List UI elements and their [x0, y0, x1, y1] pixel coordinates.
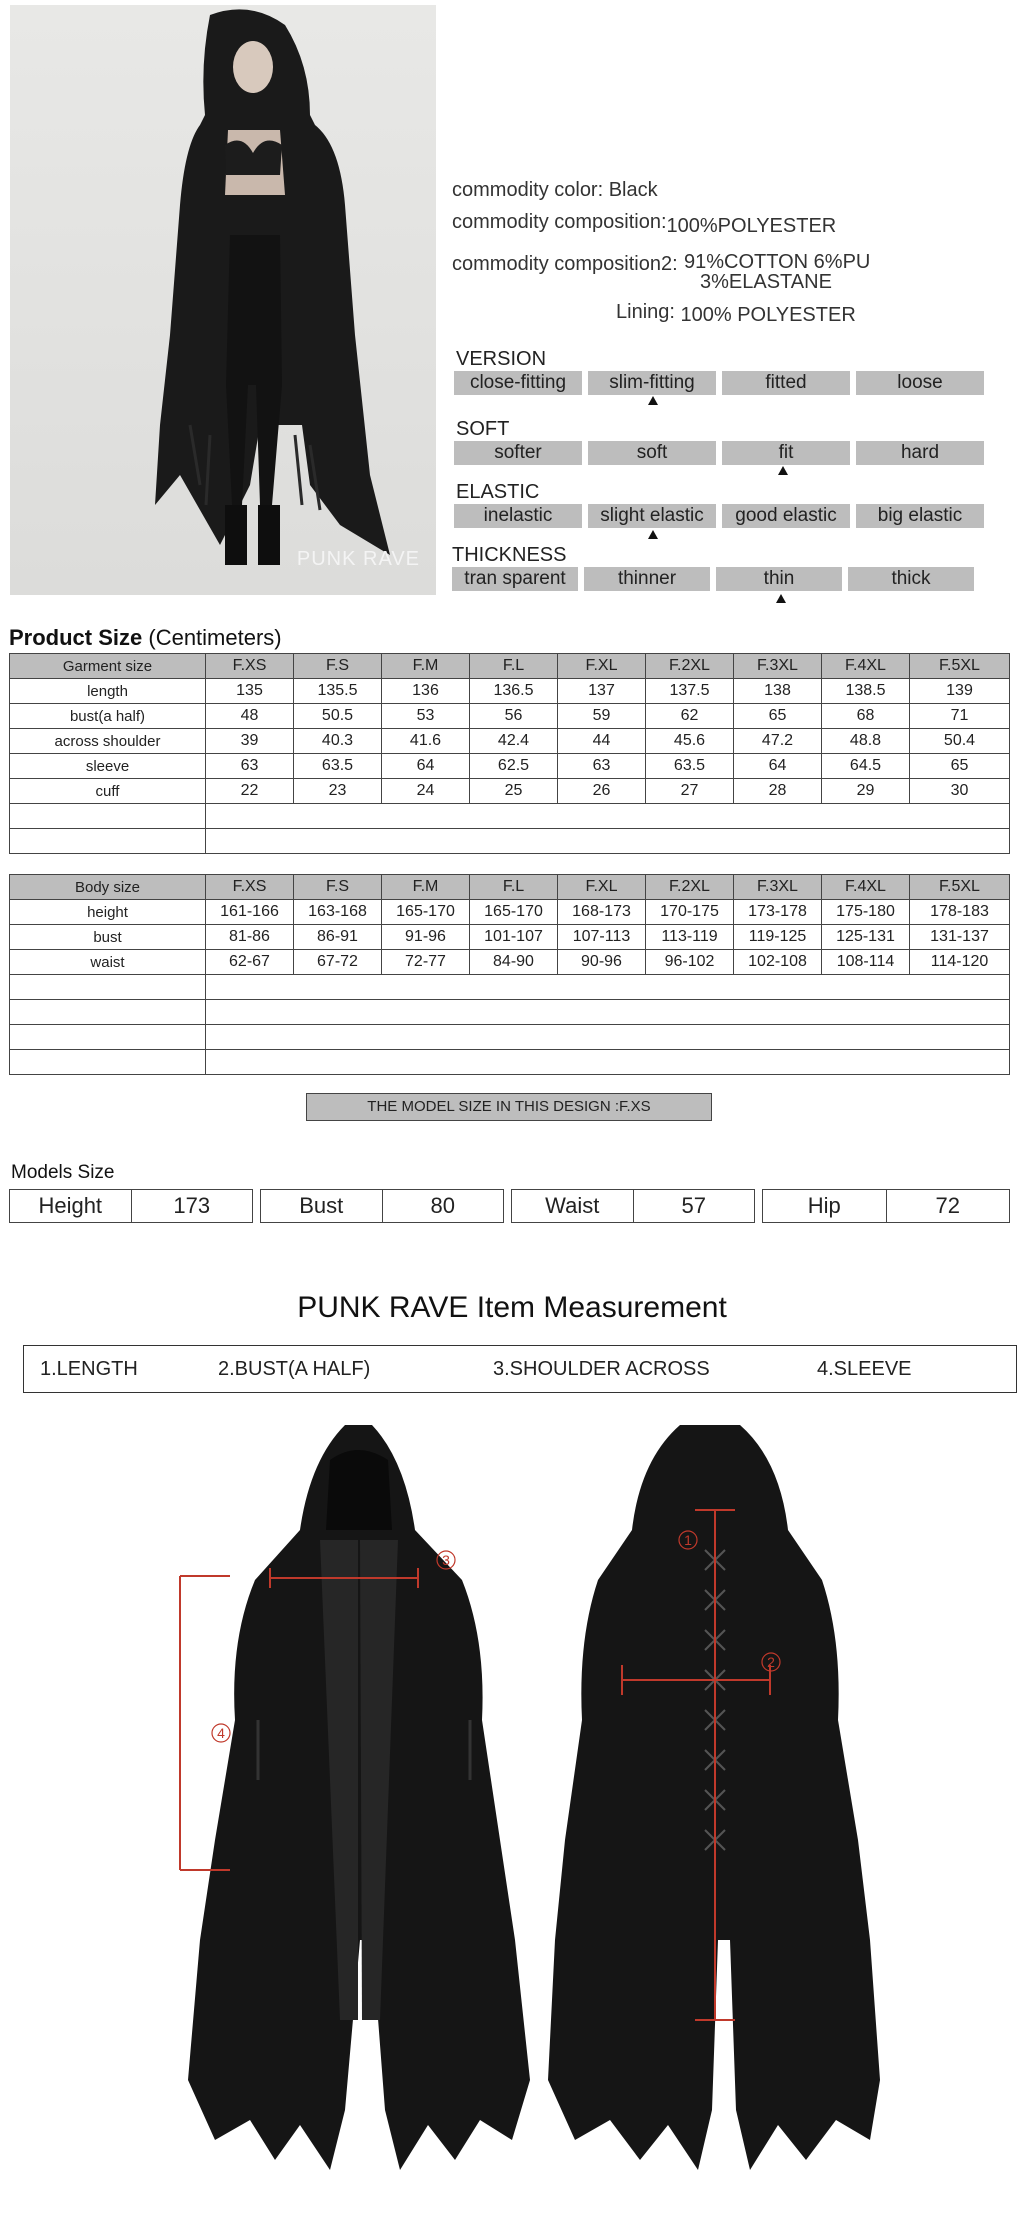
table-cell: 39 — [206, 729, 294, 754]
size-header: F.S — [294, 654, 382, 679]
table-cell: 125-131 — [822, 925, 910, 950]
table-row — [10, 729, 1010, 754]
table-cell: 139 — [910, 679, 1010, 704]
table-cell: 50.5 — [294, 704, 382, 729]
spec-comp-label: commodity composition: — [452, 211, 667, 233]
legend-shoulder: 3.SHOULDER ACROSS — [493, 1358, 710, 1380]
table-cell: 84-90 — [470, 950, 558, 975]
thickness-title: THICKNESS — [452, 544, 567, 566]
model-height-value: 173 — [173, 1193, 211, 1218]
row-label: cuff — [10, 779, 206, 804]
table-cell: 27 — [646, 779, 734, 804]
spec-lining-label: Lining: — [616, 301, 675, 323]
product-size-unit: (Centimeters) — [148, 625, 282, 650]
size-header: F.2XL — [646, 875, 734, 900]
garment-size-header-row — [10, 654, 1010, 679]
garment-drawing — [0, 1420, 1024, 2218]
table-cell: 45.6 — [646, 729, 734, 754]
empty-row — [10, 829, 1010, 854]
table-cell: 131-137 — [910, 925, 1010, 950]
table-cell: 25 — [470, 779, 558, 804]
table-cell: 56 — [470, 704, 558, 729]
elastic-option: good elastic — [722, 504, 850, 528]
empty-row — [10, 975, 1010, 1000]
table-cell: 62-67 — [206, 950, 294, 975]
table-cell: 165-170 — [382, 900, 470, 925]
elastic-title: ELASTIC — [456, 481, 540, 503]
table-cell: 63.5 — [294, 754, 382, 779]
soft-option: softer — [454, 441, 582, 465]
spec-composition2 — [452, 252, 678, 276]
brand-watermark: PUNK RAVE — [296, 548, 420, 570]
size-header: F.5XL — [910, 654, 1010, 679]
spec-lining-value: 100% POLYESTER — [680, 304, 856, 326]
size-header: F.XL — [558, 875, 646, 900]
model-height-label: Height — [10, 1190, 132, 1222]
table-cell: 173-178 — [734, 900, 822, 925]
table-cell: 135.5 — [294, 679, 382, 704]
size-header: F.3XL — [734, 654, 822, 679]
model-waist-label: Waist — [512, 1190, 634, 1222]
model-bust-box — [260, 1189, 504, 1223]
spec-comp2-label: commodity composition2: — [452, 253, 678, 275]
row-label: bust(a half) — [10, 704, 206, 729]
table-cell: 41.6 — [382, 729, 470, 754]
table-cell: 91-96 — [382, 925, 470, 950]
version-scale — [454, 371, 984, 395]
marker-3: 3 — [442, 1552, 450, 1568]
model-hip-box — [762, 1189, 1010, 1223]
table-cell: 175-180 — [822, 900, 910, 925]
empty-row — [10, 1025, 1010, 1050]
legend-bust: 2.BUST(A HALF) — [218, 1358, 371, 1380]
table-cell: 48 — [206, 704, 294, 729]
model-bust-value: 80 — [430, 1193, 455, 1218]
soft-selected-marker — [778, 466, 788, 475]
table-cell: 165-170 — [470, 900, 558, 925]
model-waist-box — [511, 1189, 755, 1223]
table-cell: 44 — [558, 729, 646, 754]
table-cell: 47.2 — [734, 729, 822, 754]
table-cell: 136.5 — [470, 679, 558, 704]
table-cell: 26 — [558, 779, 646, 804]
table-cell: 50.4 — [910, 729, 1010, 754]
table-cell: 65 — [734, 704, 822, 729]
table-cell: 86-91 — [294, 925, 382, 950]
elastic-scale — [454, 504, 984, 528]
elastic-option: big elastic — [856, 504, 984, 528]
table-cell: 53 — [382, 704, 470, 729]
elastic-selected-marker — [648, 530, 658, 539]
size-header: F.4XL — [822, 654, 910, 679]
table-cell: 108-114 — [822, 950, 910, 975]
table-cell: 107-113 — [558, 925, 646, 950]
size-header: F.L — [470, 654, 558, 679]
table-cell: 24 — [382, 779, 470, 804]
spec-color-value: Black — [608, 179, 658, 201]
table-cell: 136 — [382, 679, 470, 704]
table-cell: 23 — [294, 779, 382, 804]
thickness-option: thick — [848, 567, 974, 591]
table-cell: 135 — [206, 679, 294, 704]
table-cell: 138.5 — [822, 679, 910, 704]
size-header: F.M — [382, 875, 470, 900]
measurement-legend — [23, 1345, 1017, 1393]
row-label: bust — [10, 925, 206, 950]
elastic-option: slight elastic — [588, 504, 716, 528]
spec-color-label: commodity color: — [452, 179, 604, 201]
spec-comp-value: 100%POLYESTER — [666, 215, 837, 237]
row-label: across shoulder — [10, 729, 206, 754]
table-cell: 137 — [558, 679, 646, 704]
soft-option: hard — [856, 441, 984, 465]
spec-comp2-line1: 91%COTTON 6%PU — [684, 251, 871, 273]
table-cell: 40.3 — [294, 729, 382, 754]
model-hip-label: Hip — [763, 1190, 887, 1222]
table-cell: 168-173 — [558, 900, 646, 925]
model-height-box — [9, 1189, 253, 1223]
empty-row — [10, 1000, 1010, 1025]
table-cell: 72-77 — [382, 950, 470, 975]
size-header: F.4XL — [822, 875, 910, 900]
table-cell: 29 — [822, 779, 910, 804]
spec-lining — [616, 300, 856, 324]
table-cell: 30 — [910, 779, 1010, 804]
table-cell: 67-72 — [294, 950, 382, 975]
garment-size-table — [9, 653, 1010, 854]
table-cell: 163-168 — [294, 900, 382, 925]
table-cell: 114-120 — [910, 950, 1010, 975]
measurement-title: PUNK RAVE Item Measurement — [297, 1291, 727, 1324]
table-cell: 63 — [206, 754, 294, 779]
table-cell: 138 — [734, 679, 822, 704]
body-size-header-row — [10, 875, 1010, 900]
table-cell: 161-166 — [206, 900, 294, 925]
size-header: F.3XL — [734, 875, 822, 900]
table-cell: 64 — [382, 754, 470, 779]
table-row — [10, 704, 1010, 729]
thickness-option: tran sparent — [452, 567, 578, 591]
model-waist-value: 57 — [681, 1193, 706, 1218]
product-size-title-text: Product Size — [9, 625, 143, 650]
row-label: waist — [10, 950, 206, 975]
thickness-scale — [452, 567, 974, 591]
thickness-option: thin — [716, 567, 842, 591]
table-row — [10, 679, 1010, 704]
soft-option: soft — [588, 441, 716, 465]
table-cell: 102-108 — [734, 950, 822, 975]
size-header: F.S — [294, 875, 382, 900]
table-cell: 137.5 — [646, 679, 734, 704]
table-row — [10, 925, 1010, 950]
model-photo — [10, 5, 436, 595]
size-header: F.XS — [206, 654, 294, 679]
size-header: F.M — [382, 654, 470, 679]
version-selected-marker — [648, 396, 658, 405]
table-cell: 68 — [822, 704, 910, 729]
marker-1: 1 — [684, 1532, 692, 1548]
table-cell: 96-102 — [646, 950, 734, 975]
row-label: height — [10, 900, 206, 925]
table-cell: 62 — [646, 704, 734, 729]
table-cell: 178-183 — [910, 900, 1010, 925]
thickness-selected-marker — [776, 594, 786, 603]
body-size-table — [9, 874, 1010, 1075]
product-size-title — [9, 625, 282, 651]
legend-sleeve: 4.SLEEVE — [817, 1358, 912, 1380]
table-cell: 170-175 — [646, 900, 734, 925]
table-cell: 62.5 — [470, 754, 558, 779]
elastic-option: inelastic — [454, 504, 582, 528]
table-cell: 90-96 — [558, 950, 646, 975]
table-cell: 42.4 — [470, 729, 558, 754]
table-row — [10, 779, 1010, 804]
soft-scale — [454, 441, 984, 465]
row-label: sleeve — [10, 754, 206, 779]
table-cell: 63 — [558, 754, 646, 779]
spec-color — [452, 178, 658, 202]
table-row — [10, 754, 1010, 779]
spec-composition2-values — [684, 252, 870, 292]
soft-title: SOFT — [456, 418, 510, 440]
table-cell: 64 — [734, 754, 822, 779]
size-header: F.L — [470, 875, 558, 900]
thickness-option: thinner — [584, 567, 710, 591]
model-size-note: THE MODEL SIZE IN THIS DESIGN :F.XS — [306, 1093, 712, 1121]
models-size-title: Models Size — [11, 1162, 115, 1183]
marker-2: 2 — [767, 1654, 775, 1670]
table-cell: 28 — [734, 779, 822, 804]
table-cell: 59 — [558, 704, 646, 729]
empty-row — [10, 804, 1010, 829]
spec-comp2-line2: 3%ELASTANE — [700, 271, 832, 293]
coat-front — [188, 1425, 530, 2170]
version-title: VERSION — [456, 348, 547, 370]
size-header: F.XL — [558, 654, 646, 679]
table-cell: 22 — [206, 779, 294, 804]
version-option: close-fitting — [454, 371, 582, 395]
legend-length: 1.LENGTH — [40, 1358, 138, 1380]
size-header: F.5XL — [910, 875, 1010, 900]
table-cell: 71 — [910, 704, 1010, 729]
model-bust-label: Bust — [261, 1190, 383, 1222]
model-figure — [10, 5, 436, 595]
size-header: F.2XL — [646, 654, 734, 679]
soft-option: fit — [722, 441, 850, 465]
marker-4: 4 — [217, 1725, 225, 1741]
version-option: slim-fitting — [588, 371, 716, 395]
table-row — [10, 950, 1010, 975]
table-cell: 65 — [910, 754, 1010, 779]
table-cell: 81-86 — [206, 925, 294, 950]
model-hip-value: 72 — [935, 1193, 960, 1218]
table-row — [10, 900, 1010, 925]
body-size-header-label: Body size — [10, 875, 206, 900]
table-cell: 113-119 — [646, 925, 734, 950]
garment-illustration — [0, 1420, 1024, 2218]
table-cell: 63.5 — [646, 754, 734, 779]
spec-composition — [452, 210, 837, 237]
size-header: F.XS — [206, 875, 294, 900]
table-cell: 64.5 — [822, 754, 910, 779]
row-label: length — [10, 679, 206, 704]
table-cell: 119-125 — [734, 925, 822, 950]
table-cell: 101-107 — [470, 925, 558, 950]
garment-size-header-label: Garment size — [10, 654, 206, 679]
version-option: fitted — [722, 371, 850, 395]
version-option: loose — [856, 371, 984, 395]
table-cell: 48.8 — [822, 729, 910, 754]
empty-row — [10, 1050, 1010, 1075]
